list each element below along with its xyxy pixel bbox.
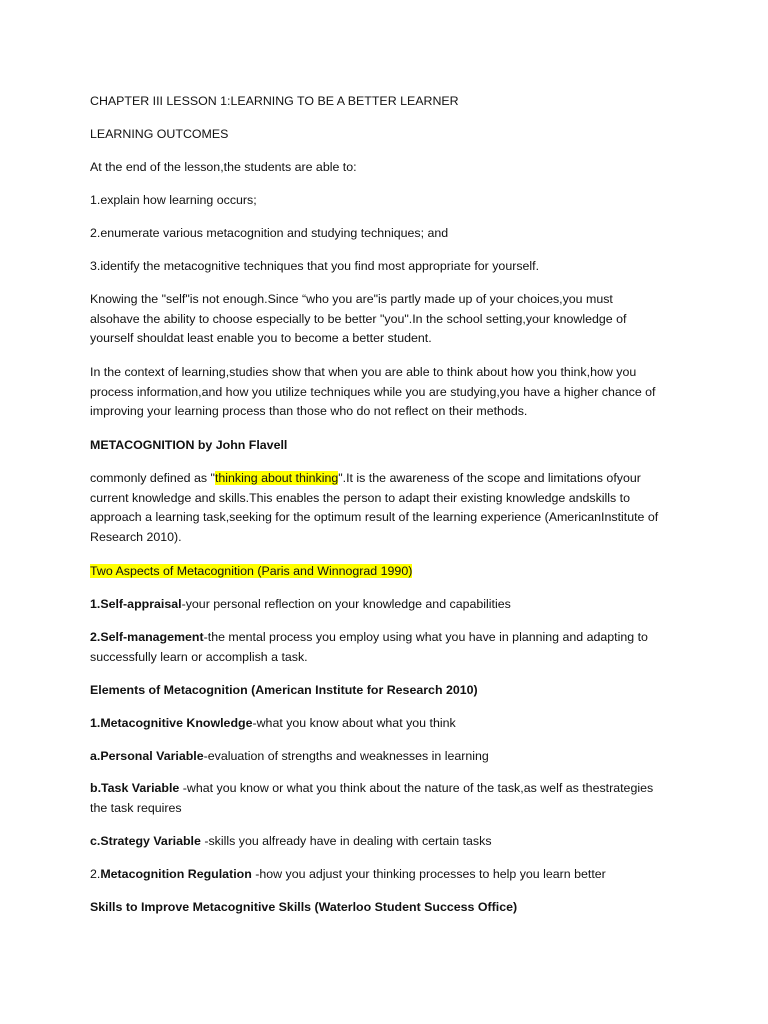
chapter-title: CHAPTER III LESSON 1:LEARNING TO BE A BETTER LEARNER (90, 94, 459, 108)
element-b-line (90, 779, 700, 799)
element-2-number: 2. (90, 867, 101, 881)
definition-line: current knowledge and skills.This enables the person to adapt their existing knowledge andskills to (90, 490, 630, 505)
paragraph-line: Knowing the "self"is not enough.Since “who you are"is partly made up of your choices,you must (90, 292, 613, 306)
paragraph-line: process information,and how you utilize techniques while you are studying,you have a higher chance of (90, 384, 656, 399)
definition-line (90, 469, 700, 489)
element-2-desc: -how you adjust your thinking processes to help you learn better (251, 867, 606, 881)
definition-line: Research 2010). (90, 529, 182, 544)
element-c-term: c.Strategy Variable (90, 834, 201, 848)
element-1 (90, 714, 700, 734)
outcomes-heading: LEARNING OUTCOMES (90, 127, 229, 141)
element-b-term: b.Task Variable (90, 781, 180, 795)
aspect-2 (90, 628, 700, 667)
intro-text: At the end of the lesson,the students are able to: (90, 160, 357, 174)
definition-line: approach a learning task,seeking for the optimum result of the learning experience (AmericanInstitute of (90, 510, 659, 525)
paragraph-line: In the context of learning,studies show that when you are able to think about how you think,how you (90, 365, 637, 379)
paragraph-learning (90, 363, 700, 422)
outcome-3: 3.identify the metacognitive techniques that you find most appropriate for yourself. (90, 259, 540, 273)
aspects-heading-text: Two Aspects of Metacognition (Paris and Winnograd 1990) (90, 564, 413, 578)
element-2-term: Metacognition Regulation (100, 867, 252, 881)
paragraph-line: improving your learning process than those who do not reflect on their methods. (90, 404, 528, 419)
element-2 (90, 865, 700, 885)
aspect-2-desc: -the mental process you employ using what you have in planning and adapting to (203, 630, 648, 644)
element-a-desc: -evaluation of strengths and weaknesses in learning (203, 749, 489, 763)
element-1-desc: -what you know about what you think (252, 716, 456, 730)
aspect-2-term: 2.Self-management (90, 630, 204, 644)
aspect-2-line (90, 628, 700, 648)
highlighted-phrase: thinking about thinking (214, 471, 339, 485)
element-a (90, 747, 700, 767)
element-b-desc: -what you know or what you think about the nature of the task,as welf as thestrategies (179, 781, 654, 795)
skills-heading: Skills to Improve Metacognitive Skills (Waterloo Student Success Office) (90, 900, 518, 914)
aspect-1 (90, 595, 700, 615)
definition-paragraph (90, 469, 700, 547)
aspects-heading (90, 562, 412, 582)
paragraph-self (90, 290, 700, 349)
element-1-term: 1.Metacognitive Knowledge (90, 716, 253, 730)
definition-pre: commonly defined as " (90, 471, 215, 485)
element-c-desc: -skills you alfready have in dealing with certain tasks (200, 834, 492, 848)
paragraph-line: alsohave the ability to choose especially to be better "you".In the school setting,your knowledge of (90, 311, 627, 326)
element-a-term: a.Personal Variable (90, 749, 204, 763)
element-c (90, 832, 700, 852)
definition-post: ".It is the awareness of the scope and limitations ofyour (338, 471, 641, 485)
aspect-1-term: 1.Self-appraisal (90, 597, 182, 611)
element-b-line: the task requires (90, 800, 182, 815)
elements-heading: Elements of Metacognition (American Institute for Research 2010) (90, 683, 478, 697)
outcome-2: 2.enumerate various metacognition and studying techniques; and (90, 226, 449, 240)
element-b (90, 779, 700, 818)
metacognition-heading: METACOGNITION by John Flavell (90, 438, 288, 452)
paragraph-line: yourself shouldat least enable you to become a better student. (90, 331, 432, 346)
outcome-1: 1.explain how learning occurs; (90, 193, 257, 207)
aspect-2-line: successfully learn or accomplish a task. (90, 649, 308, 664)
aspect-1-desc: -your personal reflection on your knowledge and capabilities (181, 597, 511, 611)
